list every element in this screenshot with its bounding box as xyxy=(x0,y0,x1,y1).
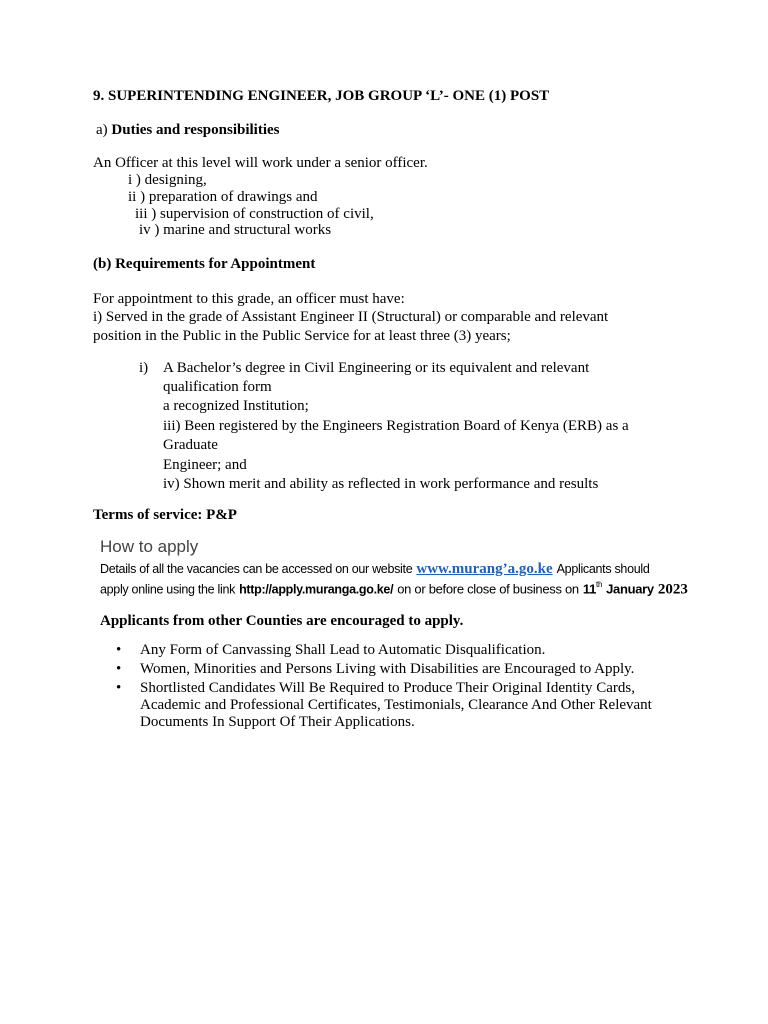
duties-heading: Duties and responsibilities xyxy=(111,122,280,138)
requirements-line: position in the Public in the Public Service for at least three (3) years; xyxy=(93,328,511,344)
deadline-text: on or before close of business on xyxy=(397,581,579,597)
duties-item: iv ) marine and structural works xyxy=(139,222,332,238)
terms-of-service: Terms of service: P&P xyxy=(93,507,237,523)
duties-intro: An Officer at this level will work under a senior officer. xyxy=(93,155,428,171)
list-item: • Any Form of Canvassing Shall Lead to Automatic Disqualification. xyxy=(116,642,546,658)
applicants-should-text: Applicants should xyxy=(556,562,650,576)
how-to-apply-line-1 xyxy=(100,560,650,578)
list-item: • Shortlisted Candidates Will Be Required to Produce Their Original Identity Cards, Academic and Professional Certificates, Testimonials, Clearance And Other Relevant Documents In Support Of Their Applications. xyxy=(116,680,652,730)
website-link[interactable]: www.murang’a.go.ke xyxy=(416,561,553,577)
requirements-line: i) Served in the grade of Assistant Engineer II (Structural) or comparable and relevant xyxy=(93,309,609,325)
how-to-apply-heading: How to apply xyxy=(100,537,199,556)
sub-list-line: qualification form xyxy=(163,379,272,395)
sub-list-line: iv) Shown merit and ability as reflected in work performance and results xyxy=(163,476,599,492)
duties-item: i ) designing, xyxy=(128,172,207,188)
requirements-intro: For appointment to this grade, an officer must have: xyxy=(93,291,405,307)
conditions-list xyxy=(116,642,676,733)
section-title: 9. SUPERINTENDING ENGINEER, JOB GROUP ‘L’- ONE (1) POST xyxy=(93,88,550,104)
duties-heading-row xyxy=(96,122,280,139)
how-to-apply-line-2 xyxy=(100,580,688,599)
sub-list-line: iii) Been registered by the Engineers Registration Board of Kenya (ERB) as a xyxy=(163,418,629,434)
sub-list-marker: i) xyxy=(139,360,149,376)
sub-list-line: A Bachelor’s degree in Civil Engineering or its equivalent and relevant xyxy=(163,360,590,376)
duties-item: ii ) preparation of drawings and xyxy=(128,189,318,205)
apply-online-text: apply online using the link xyxy=(100,582,236,597)
sub-list-line: a recognized Institution; xyxy=(163,398,309,414)
list-item: • Women, Minorities and Persons Living with Disabilities are Encouraged to Apply. xyxy=(116,661,635,677)
duties-item: iii ) supervision of construction of civil, xyxy=(135,206,374,222)
deadline-day: 11 xyxy=(582,581,597,597)
encouragement-note: Applicants from other Counties are encouraged to apply. xyxy=(100,613,464,629)
apply-link[interactable]: http://apply.muranga.go.ke/ xyxy=(239,582,394,597)
deadline-day-suffix: th xyxy=(596,580,603,589)
requirements-heading: (b) Requirements for Appointment xyxy=(93,256,316,272)
duties-prefix: a) xyxy=(96,122,108,138)
website-intro-text: Details of all the vacancies can be accessed on our website xyxy=(100,562,413,576)
sub-list-line: Engineer; and xyxy=(163,457,247,473)
deadline-month: January xyxy=(606,581,654,597)
sub-list-line: Graduate xyxy=(163,437,218,453)
deadline-year: 2023 xyxy=(657,581,688,598)
